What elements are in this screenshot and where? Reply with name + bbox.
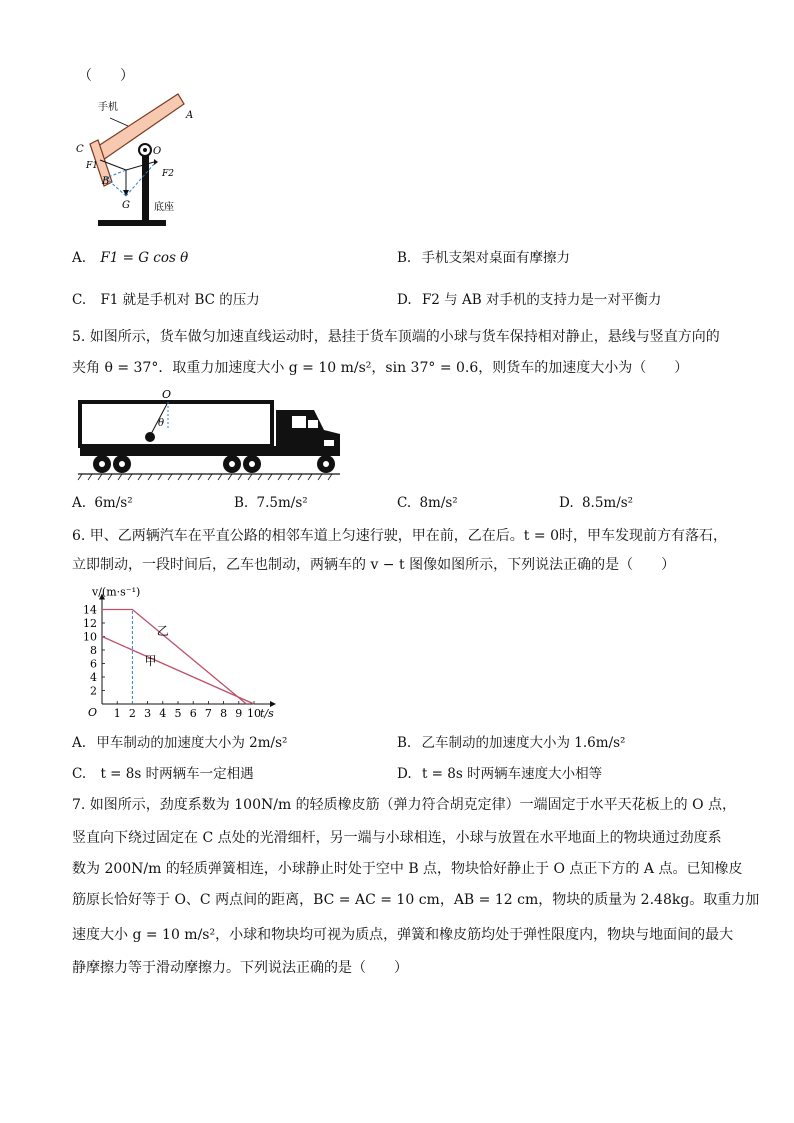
option-letter: C. — [397, 495, 412, 511]
option-letter: C. — [72, 766, 87, 782]
q4-bracket: （ ） — [78, 68, 134, 84]
option-text: 6m/s² — [94, 495, 133, 511]
series-line-yi — [102, 610, 246, 705]
y-tick-label: 14 — [83, 603, 97, 617]
q7-line-4: 筋原长恰好等于 O、C 两点间的距离，BC = AC = 10 cm，AB = 12 cm，物块的质量为 2.48kg。取重力加 — [72, 892, 760, 908]
x-tick-label: 9 — [235, 707, 243, 720]
option-text: F2 与 AB 对手机的支持力是一对平衡力 — [421, 292, 662, 308]
q4-option-d[interactable] — [397, 290, 661, 310]
y-tick-label: 4 — [90, 671, 97, 684]
x-tick-label: 4 — [159, 707, 167, 720]
x-tick-label: 10 — [247, 707, 261, 720]
q5-truck-figure — [78, 390, 344, 482]
option-text: 乙车制动的加速度大小为 1.6m/s² — [421, 735, 626, 751]
q4-option-c[interactable] — [72, 290, 260, 310]
x-tick-label: 8 — [220, 707, 228, 720]
option-text: t = 8s 时两辆车速度大小相等 — [421, 766, 603, 782]
option-letter: A. — [72, 495, 87, 511]
label-O: O — [162, 388, 172, 401]
x-tick-label: 3 — [144, 707, 152, 720]
label-A: A — [186, 110, 194, 121]
option-letter: B. — [234, 495, 249, 511]
q5-option-a[interactable] — [72, 493, 133, 513]
q7-line-1: 7. 如图所示，劲度系数为 100N/m 的轻质橡皮筋（弹力符合胡克定律）一端固定于水平天花板上的 O 点， — [72, 797, 737, 813]
q5-option-c[interactable] — [397, 493, 458, 513]
q5-line-1: 5. 如图所示，货车做匀加速直线运动时，悬挂于货车顶端的小球与货车保持相对静止，悬线与竖直方向的 — [72, 329, 720, 345]
x-tick-label: 6 — [189, 707, 197, 720]
label-base: 底座 — [154, 202, 174, 213]
option-letter: D. — [397, 292, 412, 308]
y-tick-label: 8 — [90, 644, 97, 657]
vt-chart — [70, 582, 280, 722]
option-letter: A. — [72, 250, 87, 266]
x-tick-label: 1 — [113, 707, 121, 720]
q7-line-5: 速度大小 g = 10 m/s²，小球和物块均可视为质点，弹簧和橡皮筋均处于弹性限度内，物块与地面间的最大 — [72, 927, 734, 943]
option-text: 8m/s² — [419, 495, 458, 511]
label-O: O — [153, 146, 162, 157]
label-B: B — [102, 176, 110, 187]
option-letter: A. — [72, 735, 87, 751]
series-label-yi: 乙 — [156, 624, 169, 639]
x-tick-label: 2 — [128, 707, 136, 720]
q6-option-c[interactable] — [72, 764, 254, 784]
origin-label: O — [88, 706, 98, 719]
x-tick-label: 7 — [204, 707, 212, 720]
option-letter: D. — [397, 766, 412, 782]
q5-line-2: 夹角 θ = 37°．取重力加速度大小 g = 10 m/s²，sin 37° = 0.6，则货车的加速度大小为（ ） — [72, 360, 689, 376]
x-axis-label: t/s — [260, 707, 274, 720]
option-letter: B. — [397, 735, 412, 751]
y-tick-label: 6 — [90, 657, 97, 671]
label-C: C — [76, 144, 84, 155]
q5-option-b[interactable] — [234, 493, 308, 513]
q6-option-d[interactable] — [397, 764, 602, 784]
option-text: 甲车制动的加速度大小为 2m/s² — [96, 735, 288, 751]
option-text: F1 就是手机对 BC 的压力 — [100, 292, 260, 308]
q4-option-b[interactable] — [397, 248, 570, 268]
q4-phone-stand-figure — [70, 92, 220, 237]
label-F2: F2 — [162, 169, 174, 179]
q6-line-1: 6. 甲、乙两辆汽车在平直公路的相邻车道上匀速行驶，甲在前，乙在后。t = 0时，甲车发现前方有落石， — [72, 528, 727, 544]
q4-option-a[interactable] — [72, 248, 188, 268]
q5-option-d[interactable] — [559, 493, 633, 513]
series-label-jia: 甲 — [144, 653, 157, 668]
option-text: t = 8s 时两辆车一定相遇 — [100, 766, 254, 782]
option-text: 7.5m/s² — [256, 495, 308, 511]
option-text: 8.5m/s² — [581, 495, 634, 511]
option-text: F1 = G cos θ — [100, 250, 189, 266]
option-letter: D. — [559, 495, 574, 511]
option-letter: B. — [397, 250, 412, 266]
y-tick-label: 10 — [83, 630, 97, 644]
x-tick-label: 5 — [174, 707, 182, 720]
label-F1: F1 — [86, 161, 98, 171]
q6-option-b[interactable] — [397, 733, 625, 753]
label-theta: θ — [158, 418, 165, 429]
y-axis-label: v/(m·s⁻¹) — [92, 585, 141, 599]
q7-line-3: 数为 200N/m 的轻质弹簧相连，小球静止时处于空中 B 点，物块恰好静止于 O 点正下方的 A 点。已知橡皮 — [72, 861, 743, 877]
q7-line-2: 竖直向下绕过固定在 C 点处的光滑细杆，另一端与小球相连，小球与放置在水平地面上的物块通过劲度系 — [72, 830, 722, 846]
q6-option-a[interactable] — [72, 733, 287, 753]
option-letter: C. — [72, 292, 87, 308]
q7-line-6: 静摩擦力等于滑动摩擦力。下列说法正确的是（ ） — [72, 960, 408, 976]
option-text: 手机支架对桌面有摩擦力 — [421, 250, 571, 266]
q6-line-2: 立即制动，一段时间后，乙车也制动，两辆车的 v − t 图像如图所示，下列说法正确的是（ ） — [72, 557, 676, 573]
y-tick-label: 12 — [83, 617, 97, 630]
y-tick-label: 2 — [90, 684, 97, 698]
label-phone: 手机 — [98, 102, 118, 113]
label-G: G — [122, 200, 130, 211]
